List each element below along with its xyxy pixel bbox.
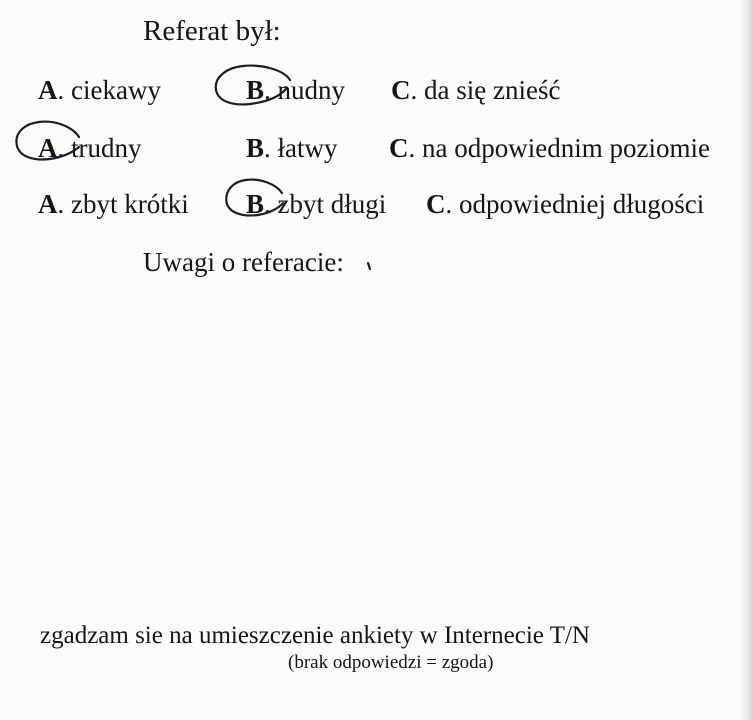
- option-letter: A: [38, 189, 58, 219]
- consent-text: zgadzam sie na umieszczenie ankiety w Internecie T/N: [40, 622, 590, 649]
- survey-heading: Referat był:: [143, 15, 281, 47]
- option-letter: A: [38, 75, 58, 105]
- option-row2-c[interactable]: [389, 135, 710, 162]
- option-letter: B: [246, 75, 265, 105]
- option-letter: B: [246, 133, 265, 163]
- option-text: . zbyt długi: [264, 189, 387, 219]
- hand-tick-remarks: [368, 263, 370, 269]
- option-letter: C: [389, 133, 409, 163]
- option-row1-c[interactable]: [391, 77, 560, 104]
- option-row1-b[interactable]: [246, 77, 345, 104]
- option-row1-a[interactable]: [38, 77, 161, 104]
- option-letter: C: [426, 189, 446, 219]
- option-row3-c[interactable]: [426, 191, 704, 218]
- option-letter: B: [246, 189, 265, 219]
- option-text: . łatwy: [264, 133, 338, 163]
- option-row2-b[interactable]: [246, 135, 338, 162]
- option-text: . da się znieść: [410, 75, 561, 105]
- scan-edge-shadow: [739, 0, 753, 720]
- option-text: . trudny: [57, 133, 142, 163]
- option-text: . odpowiedniej długości: [445, 189, 705, 219]
- option-letter: C: [391, 75, 411, 105]
- option-text: . nudny: [264, 75, 346, 105]
- option-letter: A: [38, 133, 58, 163]
- consent-note: (brak odpowiedzi = zgoda): [288, 652, 494, 673]
- option-text: . ciekawy: [57, 75, 161, 105]
- option-row3-a[interactable]: [38, 191, 189, 218]
- option-row2-a[interactable]: [38, 135, 142, 162]
- option-row3-b[interactable]: [246, 191, 386, 218]
- option-text: . zbyt krótki: [57, 189, 189, 219]
- option-text: . na odpowiednim poziomie: [408, 133, 710, 163]
- remarks-label: Uwagi o referacie:: [143, 247, 344, 277]
